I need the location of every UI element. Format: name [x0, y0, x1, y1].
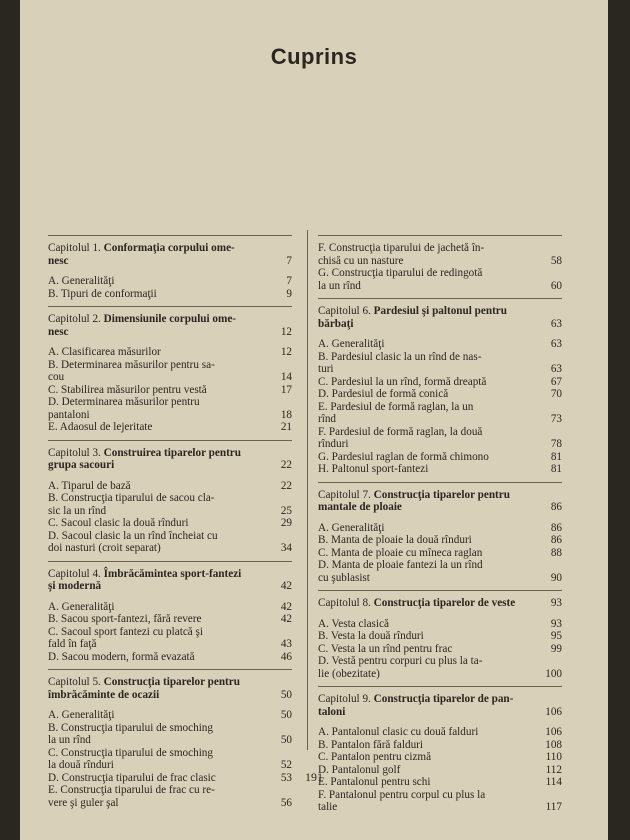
toc-entry-page: 34	[280, 542, 292, 554]
toc-entry[interactable]	[48, 626, 292, 651]
book-page	[20, 0, 608, 840]
toc-entry-text: D. Pantalonul golf	[318, 763, 401, 776]
toc-entry-page: 43	[280, 638, 292, 650]
chapter-separator	[318, 235, 562, 236]
toc-entry[interactable]	[318, 618, 562, 631]
chapter-title: Îmbrăcămintea sport-fantezi	[103, 567, 242, 580]
toc-entry-text: B. Construcţia tiparului de smoching la un rînd	[48, 721, 213, 746]
chapter-title-cont: mantale de ploaie	[318, 501, 402, 513]
chapter-title-cont: nesc	[48, 254, 69, 267]
toc-entry-page: 60	[550, 279, 562, 292]
chapter-separator	[48, 561, 292, 562]
chapter-title: Construirea tiparelor pentru	[103, 446, 241, 459]
chapter-prefix: Capitolul 5.	[48, 676, 104, 688]
toc-entry-page: 108	[545, 738, 562, 751]
toc-entry-text: A. Pantalonul clasic cu două falduri	[318, 726, 479, 738]
chapter-heading[interactable]	[318, 305, 562, 330]
toc-entry-page: 90	[550, 571, 562, 584]
toc-entry-page: 95	[550, 630, 562, 642]
toc-entry[interactable]	[318, 630, 562, 643]
chapter-separator	[318, 686, 562, 687]
toc-entry-page: 81	[550, 463, 562, 475]
toc-entry-page: 58	[550, 254, 562, 267]
toc-entry-text: E. Pardesiul de formă raglan, la un rînd	[318, 400, 474, 425]
chapter-page: 22	[280, 459, 292, 471]
toc-entry-text: D. Sacoul clasic la un rînd încheiat cu doi nasturi (croit separat)	[48, 529, 218, 554]
chapter-heading[interactable]	[318, 489, 562, 514]
toc-entry[interactable]	[48, 359, 292, 384]
toc-entry-page: 56	[280, 796, 292, 809]
toc-column-right	[318, 230, 562, 820]
toc-entry-text: F. Construcţia tiparului de jachetă în- chisă cu un nasture	[318, 242, 485, 267]
chapter-title-cont: şi modernă	[48, 580, 102, 592]
chapter-prefix: Capitolul 9.	[318, 693, 374, 705]
chapter-heading[interactable]	[48, 676, 292, 701]
chapter-page: 42	[280, 580, 292, 592]
toc-entry-page: 70	[550, 388, 562, 400]
toc-entry[interactable]	[318, 547, 562, 560]
toc-entry[interactable]	[48, 784, 292, 809]
toc-entry[interactable]	[318, 401, 562, 426]
toc-entry-page: 67	[550, 375, 562, 388]
chapter-prefix: Capitolul 3.	[48, 446, 104, 459]
chapter-separator	[48, 306, 292, 307]
toc-entry-text: A. Tiparul de bază	[48, 479, 131, 492]
chapter-heading[interactable]	[48, 568, 292, 593]
toc-chapter	[318, 482, 562, 585]
toc-entry-text: E. Construcţia tiparului de frac cu re- vere şi guler şal	[48, 784, 215, 809]
toc-entry-text: C. Pantalon pentru cizmă	[318, 751, 432, 763]
toc-entry-page: 52	[280, 759, 292, 771]
toc-entry-page: 112	[545, 763, 562, 776]
toc-entry-text: D. Construcţia tiparului de frac clasic	[48, 771, 216, 784]
toc-entry[interactable]	[318, 451, 562, 464]
toc-entry[interactable]	[318, 534, 562, 547]
toc-column-left	[48, 230, 292, 815]
toc-entry-text: A. Generalităţi	[318, 338, 385, 350]
chapter-title: Pardesiul şi paltonul pentru	[373, 305, 507, 317]
toc-entry[interactable]	[318, 351, 562, 376]
toc-entry-text: D. Vestă pentru corpuri cu plus la ta- lie (obezitate)	[318, 655, 483, 680]
toc-entry-page: 73	[550, 413, 562, 425]
toc-entry[interactable]	[48, 421, 292, 434]
toc-entry-page: 50	[280, 709, 292, 721]
toc-entry[interactable]	[318, 643, 562, 656]
chapter-heading[interactable]	[48, 313, 292, 338]
toc-entry[interactable]	[48, 288, 292, 301]
toc-chapter	[318, 590, 562, 680]
chapter-page: 93	[550, 597, 562, 609]
toc-entry[interactable]	[48, 530, 292, 555]
toc-entry[interactable]	[318, 338, 562, 351]
chapter-page: 12	[280, 325, 292, 338]
toc-chapter	[48, 669, 292, 809]
chapter-title-cont: îmbrăcăminte de ocazii	[48, 688, 160, 701]
toc-entry[interactable]	[48, 384, 292, 397]
toc-entry-text: A. Generalităţi	[48, 600, 115, 613]
chapter-separator	[48, 669, 292, 670]
chapter-page: 7	[286, 254, 292, 267]
toc-entry-text: E. Adaosul de lejeritate	[48, 421, 153, 433]
toc-entry-text: A. Clasificarea măsurilor	[48, 346, 161, 358]
toc-entry-page: 42	[280, 600, 292, 613]
toc-entry[interactable]	[318, 789, 562, 814]
page-title: Cuprins	[270, 44, 358, 69]
toc-entry-page: 86	[550, 534, 562, 546]
toc-chapter	[48, 440, 292, 555]
chapter-prefix: Capitolul 2.	[48, 313, 104, 325]
toc-entry-text: D. Manta de ploaie fantezi la un rînd cu şublasist	[318, 559, 483, 584]
chapter-title: Construcţia tiparelor pentru	[103, 676, 240, 688]
toc-entry-page: 110	[545, 751, 562, 763]
toc-entry-text: B. Determinarea măsurilor pentru sa- cou	[48, 358, 215, 383]
toc-entry-page: 63	[550, 363, 562, 375]
toc-entry-page: 14	[280, 371, 292, 383]
toc-entry-page: 81	[550, 450, 562, 463]
toc-entry-text: A. Vesta clasică	[318, 617, 389, 630]
toc-entry-page: 86	[550, 521, 562, 534]
toc-entry[interactable]	[318, 655, 562, 680]
page-number: 191	[305, 770, 323, 784]
toc-entry-page: 12	[280, 346, 292, 358]
toc-entry-page: 99	[550, 642, 562, 655]
toc-entry-text: E. Pantalonul pentru schi	[318, 776, 431, 788]
chapter-separator	[48, 440, 292, 441]
toc-entry[interactable]	[48, 396, 292, 421]
toc-entry[interactable]	[318, 267, 562, 292]
toc-entry[interactable]	[318, 726, 562, 739]
chapter-title-cont: taloni	[318, 705, 346, 718]
toc-entry[interactable]	[318, 376, 562, 389]
toc-entry[interactable]	[48, 722, 292, 747]
toc-entry-text: B. Tipuri de conformaţii	[48, 287, 157, 300]
toc-entry-page: 117	[545, 801, 562, 813]
toc-entry[interactable]	[48, 480, 292, 493]
toc-entry-text: B. Manta de ploaie la două rînduri	[318, 534, 472, 546]
toc-entry-text: B. Vesta la două rînduri	[318, 630, 424, 642]
chapter-separator	[318, 298, 562, 299]
chapter-title: Conformaţia corpului ome-	[103, 242, 235, 254]
toc-entry[interactable]	[318, 522, 562, 535]
toc-entry[interactable]	[48, 709, 292, 722]
toc-entry-text: F. Pardesiul de formă raglan, la două rînduri	[318, 425, 483, 450]
toc-chapter	[48, 561, 292, 664]
toc-entry-page: 78	[550, 438, 562, 450]
chapter-separator	[48, 235, 292, 236]
toc-entry[interactable]	[318, 751, 562, 764]
toc-entry[interactable]	[48, 613, 292, 626]
toc-entry-page: 46	[280, 650, 292, 663]
toc-entry-page: 21	[280, 421, 292, 433]
toc-entry-text: A. Generalităţi	[318, 521, 385, 534]
chapter-page: 50	[280, 688, 292, 701]
chapter-title: Dimensiunile corpului ome-	[103, 313, 237, 325]
toc-entry-text: D. Pardesiul de formă conică	[318, 388, 449, 400]
toc-entry[interactable]	[318, 242, 562, 267]
toc-entry[interactable]	[48, 275, 292, 288]
chapter-prefix: Capitolul 6.	[318, 305, 374, 317]
toc-entry-page: 93	[550, 617, 562, 630]
toc-entry-text: B. Pantalon fără falduri	[318, 738, 424, 751]
toc-entry[interactable]	[318, 559, 562, 584]
toc-entry-page: 18	[280, 408, 292, 421]
toc-entry-text: D. Determinarea măsurilor pentru pantaloni	[48, 396, 200, 421]
chapter-heading[interactable]	[48, 242, 292, 267]
chapter-separator	[318, 482, 562, 483]
toc-entry-page: 17	[280, 383, 292, 396]
toc-entry-page: 53	[280, 771, 292, 784]
toc-entry-text: F. Pantalonul pentru corpul cu plus la talie	[318, 788, 486, 813]
toc-entry[interactable]	[318, 739, 562, 752]
toc-entry-text: A. Generalităţi	[48, 275, 115, 287]
toc-chapter	[318, 298, 562, 476]
toc-entry[interactable]	[318, 426, 562, 451]
toc-entry-text: C. Stabilirea măsurilor pentru vestă	[48, 383, 207, 396]
toc-entry-page: 88	[550, 546, 562, 559]
toc-entry[interactable]	[318, 463, 562, 476]
toc-entry-page: 29	[280, 517, 292, 529]
toc-entry-text: C. Construcţia tiparului de smoching la două rînduri	[48, 746, 213, 771]
chapter-title: Construcţia tiparelor de pan-	[373, 693, 514, 705]
chapter-heading[interactable]	[48, 447, 292, 472]
toc-entry-text: G. Construcţia tiparului de redingotă la un rînd	[318, 267, 483, 292]
toc-entry[interactable]	[48, 601, 292, 614]
column-divider	[307, 230, 308, 750]
toc-entry-text: H. Paltonul sport-fantezi	[318, 463, 429, 475]
toc-entry-page: 114	[545, 776, 562, 788]
toc-entry-text: C. Sacoul sport fantezi cu platcă şi fald în faţă	[48, 625, 204, 650]
toc-entry-page: 22	[280, 479, 292, 492]
toc-entry-page: 63	[550, 338, 562, 350]
chapter-prefix: Capitolul 8.	[318, 597, 374, 609]
toc-entry-page: 9	[286, 287, 292, 300]
chapter-separator	[318, 590, 562, 591]
toc-entry-text: D. Sacou modern, formă evazată	[48, 650, 195, 663]
toc-entry[interactable]	[48, 651, 292, 664]
toc-entry[interactable]	[48, 346, 292, 359]
toc-entry[interactable]	[48, 517, 292, 530]
toc-entry-text: G. Pardesiul raglan de formă chimono	[318, 450, 489, 463]
toc-entry-text: C. Sacoul clasic la două rînduri	[48, 517, 189, 529]
chapter-page: 63	[550, 317, 562, 330]
toc-entry-page: 106	[545, 726, 562, 738]
toc-entry[interactable]	[318, 388, 562, 401]
toc-entry-text: A. Generalităţi	[48, 709, 115, 721]
chapter-prefix: Capitolul 7.	[318, 488, 374, 501]
chapter-prefix: Capitolul 4.	[48, 567, 104, 580]
chapter-title: Construcţia tiparelor de veste	[373, 597, 516, 609]
chapter-heading[interactable]	[318, 693, 562, 718]
chapter-title-cont: bărbaţi	[318, 317, 354, 330]
toc-entry-text: B. Sacou sport-fantezi, fără revere	[48, 613, 202, 625]
toc-entry-text: B. Construcţia tiparului de sacou cla- sic la un rînd	[48, 492, 215, 517]
toc-entry-text: C. Pardesiul la un rînd, formă dreaptă	[318, 375, 487, 388]
toc-entry-page: 7	[286, 275, 292, 287]
toc-chapter	[48, 235, 292, 300]
toc-entry-page: 42	[280, 613, 292, 625]
toc-entry-text: C. Manta de ploaie cu mîneca raglan	[318, 546, 483, 559]
toc-entry-page: 25	[280, 504, 292, 517]
toc-chapter	[48, 306, 292, 434]
toc-entry-text: B. Pardesiul clasic la un rînd de nas- turi	[318, 350, 482, 375]
toc-entry[interactable]	[48, 747, 292, 772]
toc-entry[interactable]	[48, 492, 292, 517]
chapter-title-cont: nesc	[48, 325, 69, 338]
toc-chapter	[318, 686, 562, 814]
toc-entry-page: 50	[280, 734, 292, 746]
chapter-title: Construcţia tiparelor pentru	[373, 488, 510, 501]
toc-entry-text: C. Vesta la un rînd pentru frac	[318, 642, 453, 655]
toc-entry-page: 100	[545, 667, 562, 680]
chapter-title-cont: grupa sacouri	[48, 459, 115, 471]
chapter-heading[interactable]	[318, 597, 562, 610]
toc-continued	[318, 235, 562, 292]
chapter-page: 86	[550, 501, 562, 513]
chapter-prefix: Capitolul 1.	[48, 242, 104, 254]
chapter-page: 106	[545, 705, 562, 718]
